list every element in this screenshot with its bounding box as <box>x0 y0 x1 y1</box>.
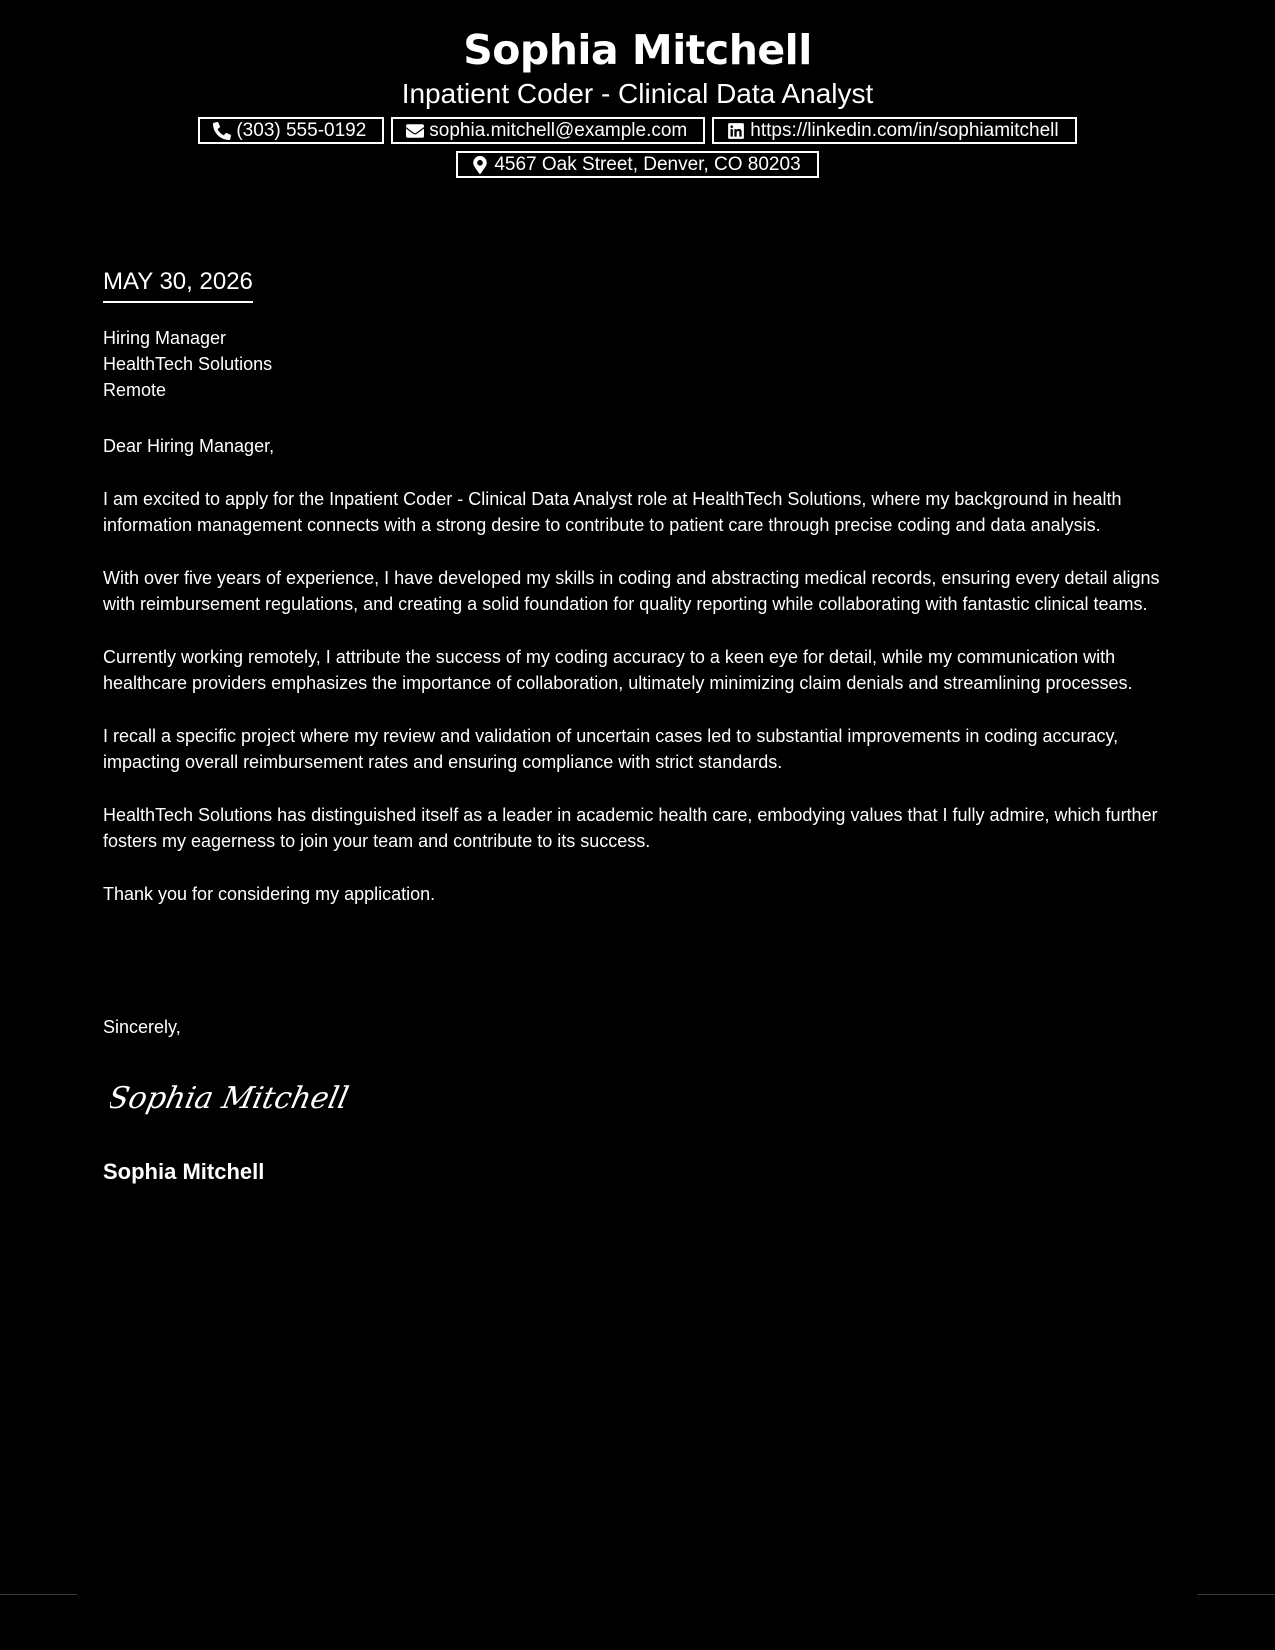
address-text: 4567 Oak Street, Denver, CO 80203 <box>494 154 801 175</box>
phone-icon <box>213 122 231 140</box>
letter-header <box>0 18 1275 178</box>
body-paragraph: I recall a specific project where my review and validation of uncertain cases led to substantial improvements in coding accuracy, impacting overall reimbursement rates and ensuring compliance with strict standards. <box>103 726 1119 772</box>
recipient-location: Remote <box>103 380 167 400</box>
envelope-icon <box>406 122 424 140</box>
linkedin-text: https://linkedin.com/in/sophiamitchell <box>750 120 1059 141</box>
date-block <box>103 266 253 303</box>
phone-text: (303) 555-0192 <box>236 120 367 141</box>
thank-you-line: Thank you for considering my application. <box>103 884 436 904</box>
closing: Sincerely, <box>103 1017 181 1037</box>
body-paragraph: With over five years of experience, I have developed my skills in coding and abstracting medical records, ensuring every detail aligns with reimbursement regulations, and creating a solid foundation for quality reporting while collaborating with fantastic clinical teams. <box>103 568 1160 614</box>
letter-date: MAY 30, 2026 <box>103 266 253 303</box>
recipient-block <box>103 325 272 403</box>
handwritten-signature <box>110 1072 360 1120</box>
letter-body <box>103 433 1183 934</box>
email-text: sophia.mitchell@example.com <box>429 120 688 141</box>
address-chip[interactable] <box>456 151 818 178</box>
contact-row <box>0 117 1275 144</box>
signer-name: Sophia Mitchell <box>103 1159 265 1184</box>
phone-chip[interactable] <box>198 117 384 144</box>
address-row <box>0 151 1275 178</box>
map-marker-icon <box>471 156 489 174</box>
signature-image <box>110 1072 360 1120</box>
salutation: Dear Hiring Manager, <box>103 436 275 456</box>
linkedin-icon <box>727 122 745 140</box>
email-chip[interactable] <box>391 117 705 144</box>
body-paragraph: I am excited to apply for the Inpatient Coder - Clinical Data Analyst role at HealthTech Solutions, where my background in health information management connects with a strong desire to contribute to patient care through precise coding and data analysis. <box>103 489 1122 535</box>
body-paragraph: HealthTech Solutions has distinguished itself as a leader in academic health care, embodying values that I fully admire, which further fosters my eagerness to join your team and contribute to its success. <box>103 805 1158 851</box>
signature-script: Sophia Mitchell <box>110 1081 352 1116</box>
linkedin-chip[interactable] <box>712 117 1076 144</box>
footer-rule-left <box>0 1594 77 1595</box>
applicant-name: Sophia Mitchell <box>463 26 812 74</box>
recipient-company: HealthTech Solutions <box>103 354 273 374</box>
footer-rule-right <box>1197 1594 1275 1595</box>
job-title: Inpatient Coder - Clinical Data Analyst <box>401 78 874 109</box>
recipient-name: Hiring Manager <box>103 328 227 348</box>
body-paragraph: Currently working remotely, I attribute the success of my coding accuracy to a keen eye for detail, while my communication with healthcare providers emphasizes the importance of collaboration, ultimately minimizing claim denials and streamlining processes. <box>103 647 1133 693</box>
